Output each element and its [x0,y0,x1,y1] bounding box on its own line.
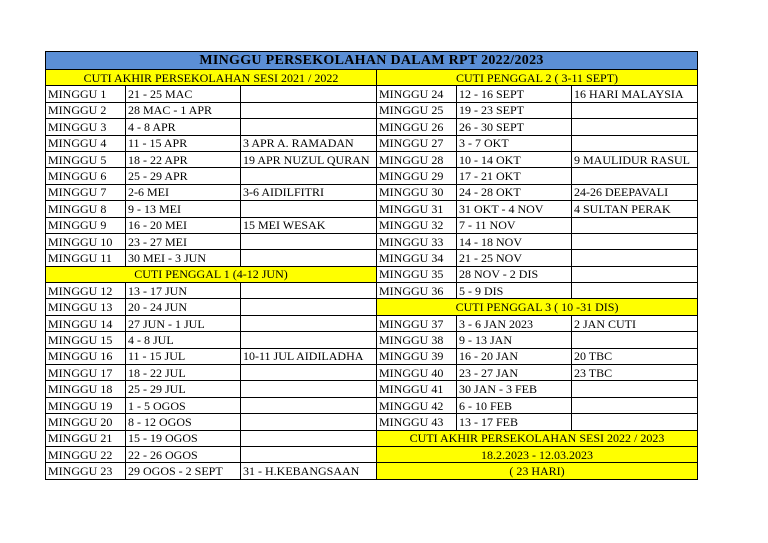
left-note-cell [241,446,377,462]
right-holiday-band: 18.2.2023 - 12.03.2023 [377,446,698,462]
left-note-cell: 10-11 JUL AIDILADHA [241,348,377,364]
left-date-cell: 13 - 17 JUN [126,283,241,299]
left-date-cell: 18 - 22 JUL [126,365,241,381]
left-date-cell: 11 - 15 APR [126,135,241,151]
right-week-cell: MINGGU 33 [377,233,457,249]
left-note-cell [241,365,377,381]
table-row [46,365,698,381]
table-row [46,119,698,135]
left-week-cell: MINGGU 2 [46,102,126,118]
left-note-cell: 15 MEI WESAK [241,217,377,233]
right-date-cell: 26 - 30 SEPT [457,119,572,135]
right-week-cell: MINGGU 30 [377,184,457,200]
left-week-cell: MINGGU 9 [46,217,126,233]
left-date-cell: 20 - 24 JUN [126,299,241,315]
table-row [46,397,698,413]
table-row [46,151,698,167]
left-note-cell: 3 APR A. RAMADAN [241,135,377,151]
right-date-cell: 21 - 25 NOV [457,250,572,266]
left-week-cell: MINGGU 10 [46,233,126,249]
right-date-cell: 30 JAN - 3 FEB [457,381,572,397]
table-row [46,168,698,184]
left-date-cell: 23 - 27 MEI [126,233,241,249]
right-date-cell: 5 - 9 DIS [457,283,572,299]
right-date-cell: 13 - 17 FEB [457,414,572,430]
right-date-cell: 6 - 10 FEB [457,397,572,413]
left-note-cell: 3-6 AIDILFITRI [241,184,377,200]
left-date-cell: 9 - 13 MEI [126,201,241,217]
left-week-cell: MINGGU 20 [46,414,126,430]
left-week-cell: MINGGU 12 [46,283,126,299]
right-note-cell: 16 HARI MALAYSIA [572,86,698,102]
school-calendar-table [45,51,698,480]
left-date-cell: 29 OGOS - 2 SEPT [126,463,241,479]
left-note-cell [241,102,377,118]
sheet-title: MINGGU PERSEKOLAHAN DALAM RPT 2022/2023 [46,52,698,70]
left-week-cell: MINGGU 17 [46,365,126,381]
right-date-cell: 3 - 7 OKT [457,135,572,151]
right-holiday-band: CUTI PENGGAL 3 ( 10 -31 DIS) [377,299,698,315]
right-week-cell: MINGGU 24 [377,86,457,102]
left-week-cell: MINGGU 6 [46,168,126,184]
right-week-cell: MINGGU 41 [377,381,457,397]
left-week-cell: MINGGU 11 [46,250,126,266]
left-date-cell: 25 - 29 JUL [126,381,241,397]
left-date-cell: 16 - 20 MEI [126,217,241,233]
right-note-cell [572,332,698,348]
left-holiday-header: CUTI AKHIR PERSEKOLAHAN SESI 2021 / 2022 [46,70,377,86]
left-date-cell: 4 - 8 JUL [126,332,241,348]
right-week-cell: MINGGU 26 [377,119,457,135]
header-row [46,70,698,86]
right-date-cell: 7 - 11 NOV [457,217,572,233]
right-week-cell: MINGGU 43 [377,414,457,430]
right-note-cell [572,250,698,266]
right-week-cell: MINGGU 40 [377,365,457,381]
left-note-cell [241,168,377,184]
right-note-cell [572,266,698,282]
right-note-cell: 20 TBC [572,348,698,364]
right-note-cell: 23 TBC [572,365,698,381]
table-row [46,250,698,266]
left-date-cell: 21 - 25 MAC [126,86,241,102]
left-date-cell: 22 - 26 OGOS [126,446,241,462]
left-week-cell: MINGGU 3 [46,119,126,135]
table-row [46,217,698,233]
right-note-cell [572,135,698,151]
left-date-cell: 27 JUN - 1 JUL [126,315,241,331]
table-row [46,201,698,217]
left-week-cell: MINGGU 14 [46,315,126,331]
right-note-cell [572,233,698,249]
right-note-cell: 4 SULTAN PERAK [572,201,698,217]
right-note-cell [572,102,698,118]
right-week-cell: MINGGU 32 [377,217,457,233]
table-row [46,135,698,151]
right-date-cell: 3 - 6 JAN 2023 [457,315,572,331]
right-note-cell [572,397,698,413]
right-note-cell [572,217,698,233]
left-holiday-band: CUTI PENGGAL 1 (4-12 JUN) [46,266,377,282]
left-note-cell [241,315,377,331]
left-week-cell: MINGGU 1 [46,86,126,102]
left-week-cell: MINGGU 21 [46,430,126,446]
right-date-cell: 17 - 21 OKT [457,168,572,184]
table-row [46,102,698,118]
table-row [46,86,698,102]
table-row [46,463,698,479]
right-week-cell: MINGGU 39 [377,348,457,364]
right-date-cell: 10 - 14 OKT [457,151,572,167]
right-date-cell: 14 - 18 NOV [457,233,572,249]
left-note-cell [241,119,377,135]
left-note-cell [241,381,377,397]
right-week-cell: MINGGU 29 [377,168,457,184]
right-week-cell: MINGGU 42 [377,397,457,413]
left-note-cell [241,86,377,102]
left-note-cell [241,201,377,217]
left-week-cell: MINGGU 22 [46,446,126,462]
left-week-cell: MINGGU 19 [46,397,126,413]
left-week-cell: MINGGU 16 [46,348,126,364]
left-note-cell [241,283,377,299]
right-week-cell: MINGGU 27 [377,135,457,151]
table-row [46,299,698,315]
left-note-cell [241,430,377,446]
left-week-cell: MINGGU 18 [46,381,126,397]
left-week-cell: MINGGU 15 [46,332,126,348]
left-week-cell: MINGGU 8 [46,201,126,217]
right-holiday-band: CUTI AKHIR PERSEKOLAHAN SESI 2022 / 2023 [377,430,698,446]
left-date-cell: 1 - 5 OGOS [126,397,241,413]
right-note-cell [572,168,698,184]
left-note-cell [241,250,377,266]
left-note-cell: 19 APR NUZUL QURAN [241,151,377,167]
right-note-cell [572,283,698,299]
left-note-cell [241,299,377,315]
right-note-cell: 2 JAN CUTI [572,315,698,331]
right-note-cell [572,119,698,135]
left-note-cell [241,233,377,249]
table-row [46,184,698,200]
table-row [46,233,698,249]
right-week-cell: MINGGU 36 [377,283,457,299]
right-week-cell: MINGGU 28 [377,151,457,167]
left-date-cell: 2-6 MEI [126,184,241,200]
table-row [46,266,698,282]
right-date-cell: 31 OKT - 4 NOV [457,201,572,217]
left-date-cell: 30 MEI - 3 JUN [126,250,241,266]
right-note-cell: 24-26 DEEPAVALI [572,184,698,200]
left-note-cell: 31 - H.KEBANGSAAN [241,463,377,479]
right-date-cell: 19 - 23 SEPT [457,102,572,118]
table-row [46,283,698,299]
right-week-cell: MINGGU 35 [377,266,457,282]
left-week-cell: MINGGU 7 [46,184,126,200]
left-date-cell: 28 MAC - 1 APR [126,102,241,118]
left-week-cell: MINGGU 5 [46,151,126,167]
right-week-cell: MINGGU 25 [377,102,457,118]
left-note-cell [241,414,377,430]
right-week-cell: MINGGU 31 [377,201,457,217]
left-week-cell: MINGGU 23 [46,463,126,479]
right-holiday-header: CUTI PENGGAL 2 ( 3-11 SEPT) [377,70,698,86]
right-note-cell: 9 MAULIDUR RASUL [572,151,698,167]
table-row [46,430,698,446]
table-row [46,414,698,430]
left-date-cell: 15 - 19 OGOS [126,430,241,446]
right-date-cell: 12 - 16 SEPT [457,86,572,102]
right-holiday-band: ( 23 HARI) [377,463,698,479]
right-week-cell: MINGGU 37 [377,315,457,331]
table-row [46,446,698,462]
right-week-cell: MINGGU 38 [377,332,457,348]
right-date-cell: 9 - 13 JAN [457,332,572,348]
right-note-cell [572,381,698,397]
table-row [46,348,698,364]
title-row [46,52,698,70]
right-week-cell: MINGGU 34 [377,250,457,266]
table-row [46,315,698,331]
left-note-cell [241,332,377,348]
left-week-cell: MINGGU 13 [46,299,126,315]
left-date-cell: 8 - 12 OGOS [126,414,241,430]
right-date-cell: 16 - 20 JAN [457,348,572,364]
left-date-cell: 25 - 29 APR [126,168,241,184]
right-date-cell: 24 - 28 OKT [457,184,572,200]
table-row [46,332,698,348]
table-row [46,381,698,397]
left-date-cell: 18 - 22 APR [126,151,241,167]
right-note-cell [572,414,698,430]
right-date-cell: 23 - 27 JAN [457,365,572,381]
right-date-cell: 28 NOV - 2 DIS [457,266,572,282]
left-week-cell: MINGGU 4 [46,135,126,151]
left-date-cell: 4 - 8 APR [126,119,241,135]
left-date-cell: 11 - 15 JUL [126,348,241,364]
left-note-cell [241,397,377,413]
